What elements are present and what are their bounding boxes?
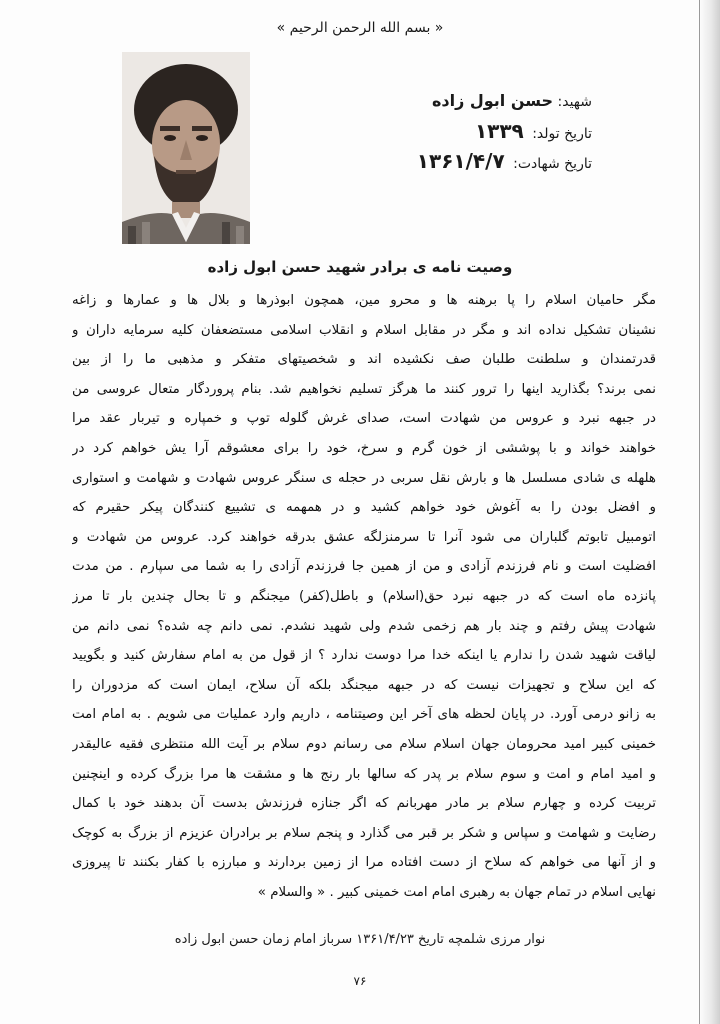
body-line: قدرتمندان و سلطنت طلبان صف نکشیده اند و شخصیتهای متفکر و مذهبی ما را از بین [72,352,656,368]
body-line: و افضل بودن را به آغوش خود خواهم کشید و در همهمه ی تشییع کنندگان پیکر حقیرم که [72,500,656,516]
martyrdom-date-row [292,146,592,176]
signature-line: نوار مرزی شلمچه تاریخ ۱۳۶۱/۴/۲۳ سرباز امام زمان حسن ابول زاده [174,932,546,947]
martyr-info [292,86,592,176]
martyr-name-row [292,86,592,116]
body-line: لیاقت شهید شدن را ندارم یا اینکه خدا مرا دوست ندارد ؟ از قول من به امام سفارش کنید و بگویید [72,648,656,664]
martyrdom-date-label: تاریخ شهادت: [513,156,592,172]
body-line-last: نهایی اسلام در تمام جهان به رهبری امام امت خمینی کبیر . « والسلام » [257,884,656,900]
will-title: وصیت نامه ی برادر شهید حسن ابول زاده [207,258,513,276]
body-line: و از آنها می خواهم که سلاح از دست افتاده مرا از زمین بردارند و مبارزه با کفار بکنند تا پیروزی [72,855,656,871]
body-line: نشینان تشکیل نداده اند و مگر در مقابل اسلام و انقلاب اسلامی مستضعفان کلیه سرمایه داران و [72,322,656,338]
portrait-photo [122,52,250,244]
body-line: هلهله ی شادی مسلسل ها و بارش نقل سربی در حجله ی سنگر عروس شهادت و شهامت و استواری [72,470,656,486]
page-number: ۷۶ [353,974,367,988]
body-line: اتومبیل تابوتم گلباران می شود آنرا تا سرمنزلگه عشق بدرقه خواهند کرد. عروس من شهادت و [72,529,656,545]
body-line: خواهند خواند و با پوششی از خون گرم و سرخ، خود را برای معشوقم آرا یش خواهم کرد در [72,440,656,456]
body-line: شهادت پیش رفتم و چند بار هم زخمی شدم ولی شهید نشدم. نمی دانم چه شده؟ نمی دانم من [72,618,656,634]
body-line: نمی برند؟ بگذارید اینها را ترور کنند ما هرگز تسلیم نخواهیم شد. بنام پروردگار متعال عروسی من [72,381,656,397]
birth-date-row [292,116,592,146]
body-line: پانزده ماه است که در جبهه نبرد حق(اسلام) و باطل(کفر) میجنگم و تا بحال چندین بار تا مرز [72,588,656,604]
body-line: به زانو درمی آورد. در پایان لحظه های آخر این وصیتنامه ، داریم وارد عملیات می شویم . به امام امت [72,707,656,723]
body-line: که این سلاح و تجهیزات نیست که در جبهه میجنگد بلکه آن سلاح، ایمان است که مزدوران را [72,677,656,693]
body-line: رضایت و شهامت و سپاس و شکر بر قبر می گذارد و پنجم سلام بر برادران عزیزم از بزرگ به کوچک [72,825,656,841]
martyrdom-date: ۱۳۶۱/۴/۷ [416,149,505,173]
birth-date-label: تاریخ تولد: [532,126,592,142]
basmala-heading: « بسم الله الرحمن الرحیم » [276,20,444,36]
page-edge-line [699,0,700,1024]
body-line: افضلیت است و نام فرزندم آزادی و من از همین جا فرزندم آزادی را به شما می سپارم . من مدت [72,559,656,575]
martyr-name: حسن ابول زاده [431,91,554,110]
body-line: مگر حامیان اسلام را پا برهنه ها و محرو مین، همچون ابوذرها و بلال ها و عمارها و زاغه [72,293,656,308]
body-line: در جبهه نبرد و عروس من شهادت است، صدای غرش گلوله توپ و خمپاره و تیربار عقد مرا [72,411,656,427]
martyr-name-label: شهید: [557,94,592,110]
will-body [72,286,656,907]
portrait-photo-icon [122,52,250,244]
page-edge-shadow [698,0,720,1024]
birth-date: ۱۳۳۹ [474,119,524,143]
body-line: خمینی کبیر امید محرومان جهان اسلام سلام می رسانم دوم سلام بر آیت الله منتظری فقیه عالیقدر [72,736,656,752]
body-line: تربیت کرده و چهارم سلام بر مادر مهربانم که اگر جنازه فرزندش بدست آن بدهند خود با کمال [72,796,656,812]
body-line: و امید امام و امت و سوم سلام بر پدر که سالها بار رنج ها و مشقت ها مرا بزرگ کرده و اینچنین [72,766,656,782]
